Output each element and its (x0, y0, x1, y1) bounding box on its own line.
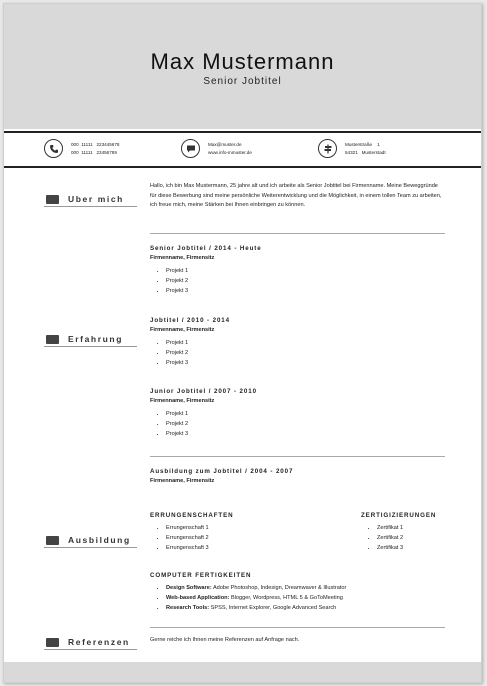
divider (150, 627, 445, 628)
certifications: ZERTIGIZIERUNGEN • Zertifikat 1 • Zertifikat 2 • Zertifikat 3 (361, 511, 451, 553)
contact-bar (4, 131, 481, 168)
list-item: • Research Tools: SPSS, Internet Explorer, Google Advanced Search (166, 603, 445, 613)
references-text: Gerne reiche ich Ihnen meine Referenzen auf Anfrage nach. (150, 637, 300, 643)
list-item: • Web-based Application: Blogger, Wordpress, HTML 5 & GoToMeeting (166, 593, 445, 603)
list-item: • Zertifikat 1 (377, 523, 451, 533)
list-item: • Projekt 1 (166, 338, 445, 348)
list-item: • Projekt 3 (166, 286, 445, 296)
list-item: • Errungenschaft 3 (166, 543, 300, 553)
list-item: • Errungenschaft 2 (166, 533, 300, 543)
list-item: • Errungenschaft 1 (166, 523, 300, 533)
achievements: ERRUNGENSCHAFTEN • Errungenschaft 1 • Errungenschaft 2 • Errungenschaft 3 (150, 511, 300, 553)
resume-page (3, 3, 482, 683)
signpost-icon (318, 139, 337, 158)
list-item: • Projekt 2 (166, 348, 445, 358)
section-references: Referenzen (44, 635, 137, 650)
list-item: • Projekt 2 (166, 276, 445, 286)
website: www.info-mmuster.de (208, 149, 252, 155)
city: 54321 Musterstadt (345, 149, 386, 155)
footer-band (4, 662, 481, 682)
job-entry: Senior Jobtitel / 2014 - Heute Firmenname, Firmensitz • Projekt 1 • Projekt 2 • Projekt 3 (150, 244, 445, 296)
list-item: • Design Software: Adobe Photoshop, Indesign, Dreamwaver & Illustrator (166, 583, 445, 593)
phone-2: 000 11111 23456789 (71, 149, 117, 155)
education-entry: Ausbildung zum Jobtitel / 2004 - 2007 Firmenname, Firmensitz (150, 468, 294, 484)
section-experience: Erfahrung (44, 332, 137, 347)
email: Max@muster.de (208, 141, 242, 147)
list-item: • Projekt 3 (166, 429, 445, 439)
list-item: • Projekt 1 (166, 266, 445, 276)
contact-email (181, 139, 252, 158)
street: Musterstraße 1 (345, 141, 380, 147)
phone-1: 000 11111 223445678 (71, 141, 120, 147)
candidate-name: Max Mustermann (150, 49, 335, 74)
candidate-title: Senior Jobtitel (203, 76, 282, 87)
list-item: • Zertifikat 2 (377, 533, 451, 543)
divider (150, 456, 445, 457)
job-entry: Junior Jobtitel / 2007 - 2010 Firmenname, Firmensitz • Projekt 1 • Projekt 2 • Projekt 3 (150, 387, 445, 439)
section-about: Uber mich (44, 192, 137, 207)
briefcase-icon (46, 335, 59, 344)
header (4, 4, 481, 129)
megaphone-icon (46, 638, 59, 647)
divider (150, 233, 445, 234)
chat-icon (181, 139, 200, 158)
computer-skills: COMPUTER FERTIGKEITEN • Design Software: Adobe Photoshop, Indesign, Dreamwaver & Illustrator • Web-based Application: Blogger, Wordpress, HTML 5 & GoToMeeting • Research Tools: SPSS, Internet Explorer, Google Advanced Search (150, 571, 445, 613)
list-item: • Zertifikat 3 (377, 543, 451, 553)
book-icon (46, 536, 59, 545)
list-item: • Projekt 2 (166, 419, 445, 429)
job-entry: Jobtitel / 2010 - 2014 Firmenname, Firmensitz • Projekt 1 • Projekt 2 • Projekt 3 (150, 316, 445, 368)
about-text: Hallo, ich bin Max Mustermann, 25 jahre alt und ich arbeite als Senior Jobtitel bei Firmenname. Meine Beweggründe für diese Bewerbung sind meine persönliche Weiterentwicklung und die Möglichkeit, in einem tollen Team zu arbeiten, ich freue mich, meine Stärken bei Ihnen einbringen zu können. (150, 183, 442, 208)
speech-bubble-icon (46, 195, 59, 204)
list-item: • Projekt 3 (166, 358, 445, 368)
contact-address (318, 139, 386, 158)
contact-phone (44, 139, 119, 158)
phone-icon (44, 139, 63, 158)
list-item: • Projekt 1 (166, 409, 445, 419)
section-education: Ausbildung (44, 533, 137, 548)
